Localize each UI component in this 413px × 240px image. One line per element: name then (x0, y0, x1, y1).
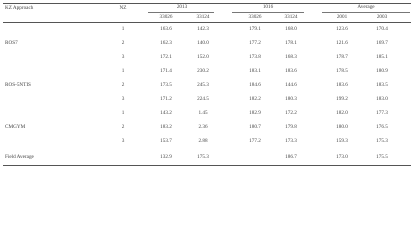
table-cell: 171.4 (160, 68, 172, 74)
table-cell: 171.2 (160, 96, 172, 102)
row-n-value: 2 (121, 82, 125, 88)
table-cell: 159.3 (336, 138, 348, 144)
row-n-value: 1 (121, 26, 125, 32)
table-cell: 170.4 (376, 26, 388, 32)
table-cell: 183.1 (249, 68, 261, 74)
row-n-value: 1 (121, 68, 125, 74)
table-cell: 183.0 (376, 96, 388, 102)
table-cell: 182.9 (249, 110, 261, 116)
table-cell: 173.3 (285, 138, 297, 144)
table-cell: 121.6 (336, 40, 348, 46)
table-cell: 173.0 (336, 154, 348, 160)
table-cell: 186.7 (285, 154, 297, 160)
subcol-header: 33026 (248, 14, 262, 20)
table-cell: 184.6 (249, 82, 261, 88)
table-cell: 185.1 (376, 54, 388, 60)
subcol-header: 2001 (336, 14, 348, 20)
table-cell: 183.2 (160, 124, 172, 130)
row-n-value: 2 (121, 40, 125, 46)
subcol-header: 2003 (376, 14, 388, 20)
table-cell: 173.5 (160, 82, 172, 88)
table-cell: 153.7 (160, 138, 172, 144)
table-cell: 169.7 (376, 40, 388, 46)
table-cell: 168.3 (285, 54, 297, 60)
table-cell: 182.0 (336, 110, 348, 116)
table-cell: 178.7 (336, 54, 348, 60)
table-cell: 2.36 (198, 124, 208, 130)
table-cell: 182.2 (249, 96, 261, 102)
table-cell: 1.45 (198, 110, 208, 116)
table-cell: 175.3 (376, 138, 388, 144)
table-cell: 180.3 (285, 96, 297, 102)
method-header: KZ Approach (5, 5, 34, 11)
table-cell: 180.0 (336, 124, 348, 130)
table-cell: 183.6 (336, 82, 348, 88)
group-header-2: 1016 (262, 4, 274, 10)
header-rule (3, 22, 411, 23)
group-rule-1 (148, 12, 214, 13)
table-cell: 152.0 (197, 54, 209, 60)
top-rule (3, 3, 411, 4)
table-cell: 173.8 (249, 54, 261, 60)
table-cell: 245.3 (197, 82, 209, 88)
table-cell: 172.1 (160, 54, 172, 60)
table-cell: 183.5 (376, 82, 388, 88)
table-cell: 178.1 (285, 40, 297, 46)
subcol-header: 33026 (159, 14, 173, 20)
table-cell: 162.3 (160, 40, 172, 46)
group-header-3: Average (357, 4, 375, 10)
n-header: NZ (119, 5, 127, 11)
row-method-label: CMGYM (5, 124, 26, 130)
table-cell: 163.6 (160, 26, 172, 32)
subcol-header: 33124 (284, 14, 298, 20)
table-cell: 180.7 (249, 124, 261, 130)
row-method-label: ROS-5NTIS (5, 82, 31, 88)
table-cell: 2.88 (198, 138, 208, 144)
table-cell: 177.2 (249, 138, 261, 144)
table-cell: 178.5 (336, 68, 348, 74)
table-cell: 175.3 (197, 154, 209, 160)
table-cell: 199.2 (336, 96, 348, 102)
table-cell: 140.0 (197, 40, 209, 46)
row-n-value: 3 (121, 54, 125, 60)
group-rule-3 (322, 12, 410, 13)
row-method-label: ROS7 (5, 40, 18, 46)
table-cell: 176.5 (376, 124, 388, 130)
table-cell: 132.9 (160, 154, 172, 160)
table-cell: 183.6 (285, 68, 297, 74)
group-rule-2 (232, 12, 304, 13)
row-n-value: 3 (121, 96, 125, 102)
table-cell: 179.1 (249, 26, 261, 32)
subcol-header: 33124 (196, 14, 210, 20)
table-cell: 230.2 (197, 68, 209, 74)
row-method-label: Field Average (5, 154, 34, 160)
table-cell: 179.8 (285, 124, 297, 130)
table-cell: 142.3 (197, 26, 209, 32)
table-cell: 175.5 (376, 154, 388, 160)
table-cell: 177.3 (376, 110, 388, 116)
table-cell: 172.2 (285, 110, 297, 116)
bottom-rule (3, 165, 411, 166)
table-cell: 144.6 (285, 82, 297, 88)
table-cell: 224.5 (197, 96, 209, 102)
row-n-value: 3 (121, 138, 125, 144)
table-cell: 143.2 (160, 110, 172, 116)
row-n-value: 1 (121, 110, 125, 116)
table-cell: 123.6 (336, 26, 348, 32)
table-cell: 177.2 (249, 40, 261, 46)
group-header-1: 2013 (176, 4, 188, 10)
row-n-value: 2 (121, 124, 125, 130)
table-cell: 180.9 (376, 68, 388, 74)
table-cell: 168.0 (285, 26, 297, 32)
